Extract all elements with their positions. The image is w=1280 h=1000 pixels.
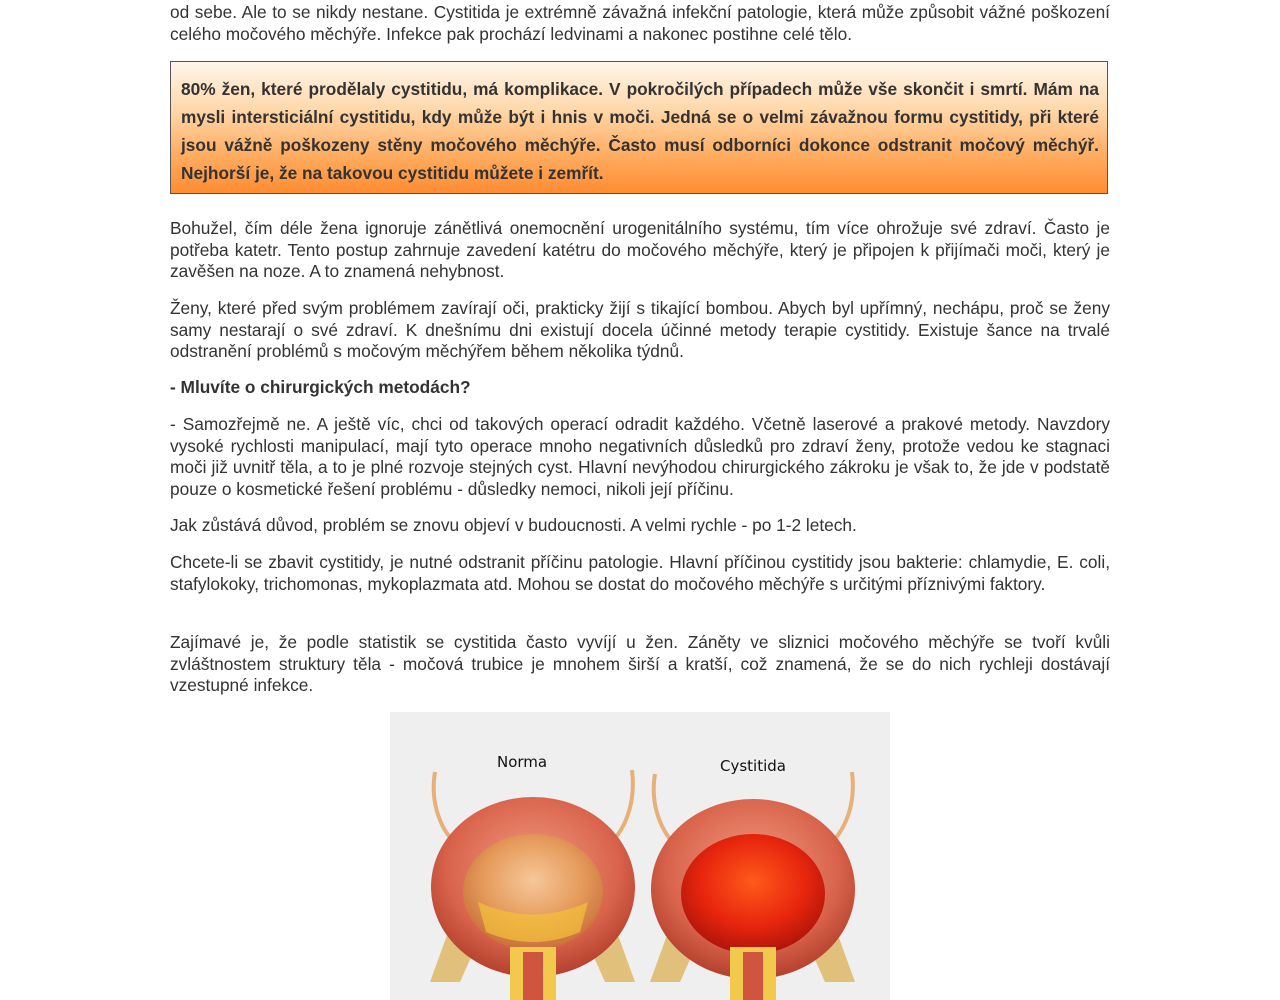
paragraph-cause: Chcete-li se zbavit cystitidy, je nutné odstranit příčinu patologie. Hlavní příčinou cystitidy jsou bakterie: chlamydie, E. coli, stafylokoky, trichomonas, mykoplazmata atd. Mohou se dostat do močového měchýře s určitými příznivými faktory. xyxy=(170,552,1110,594)
paragraph-catheter: Bohužel, čím déle žena ignoruje zánětlivá onemocnění urogenitálního systému, tím více ohrožuje své zdraví. Často je potřeba katetr. Tento postup zahrnuje zavedení katétru do močového měchýře, který je připojen k přijímači moči, který je zavěšen na noze. A to znamená nehybnost. xyxy=(170,218,1110,282)
normal-bladder-drawing xyxy=(430,770,635,1000)
warning-callout xyxy=(170,61,1108,194)
callout-text: 80% žen, které prodělaly cystitidu, má komplikace. V pokročilých případech může vše skončit i smrtí. Mám na mysli intersticiální cystitidu, kdy může být i hnis v moči. Jedná se o velmi závažnou formu cystitidy, při které jsou vážně poškozeny stěny močového měchýře. Často musí odborníci dokonce odstranit močový měchýř. Nejhorší je, že na takovou cystitidu můžete i zemřít. xyxy=(181,79,1099,183)
bladder-illustration xyxy=(390,712,890,1000)
inflamed-bladder-drawing xyxy=(650,772,855,1000)
bladder-comparison-image xyxy=(390,712,890,1000)
paragraph-recurrence: Jak zůstává důvod, problém se znovu objeví v budoucnosti. A velmi rychle - po 1-2 letech. xyxy=(170,515,857,535)
paragraph-statistics: Zajímavé je, že podle statistik se cystitida často vyvíjí u žen. Záněty ve sliznici močového měchýře se tvoří kvůli zvláštnostem struktury těla - močová trubice je mnohem širší a kratší, což znamená, že se do nich rychleji dostávají vzestupné infekce. xyxy=(170,632,1110,696)
paragraph-surgery-answer: - Samozřejmě ne. A ještě víc, chci od takových operací odradit každého. Včetně laserové a prakové metody. Navzdory vysoké rychlosti manipulací, mají tyto operace mnoho negativních důsledků pro zdraví ženy, protože vedou ke stagnaci moči již uvnitř těla, a to je plné rozvoje stejných cyst. Hlavní nevýhodou chirurgického zákroku je však to, že jde v podstatě pouze o kosmetické řešení problému - důsledky nemoci, nikoli její příčinu. xyxy=(170,414,1110,500)
question-surgery: - Mluvíte o chirurgických metodách? xyxy=(170,377,471,397)
label-cystitis: Cystitida xyxy=(720,757,786,775)
label-normal: Norma xyxy=(497,753,548,771)
paragraph-ticking-bomb: Ženy, které před svým problémem zavírají oči, prakticky žijí s tikající bombou. Abych byl upřímný, nechápu, proč se ženy samy nestarají o své zdraví. K dnešnímu dni existují docela účinné metody terapie cystitidy. Existuje šance na trvalé odstranění problémů s močovým měchýřem během několika týdnů. xyxy=(170,298,1110,362)
intro-paragraph: od sebe. Ale to se nikdy nestane. Cystitida je extrémně závažná infekční patologie, která může způsobit vážné poškození celého močového měchýře. Infekce pak prochází ledvinami a nakonec postihne celé tělo. xyxy=(170,2,1110,44)
